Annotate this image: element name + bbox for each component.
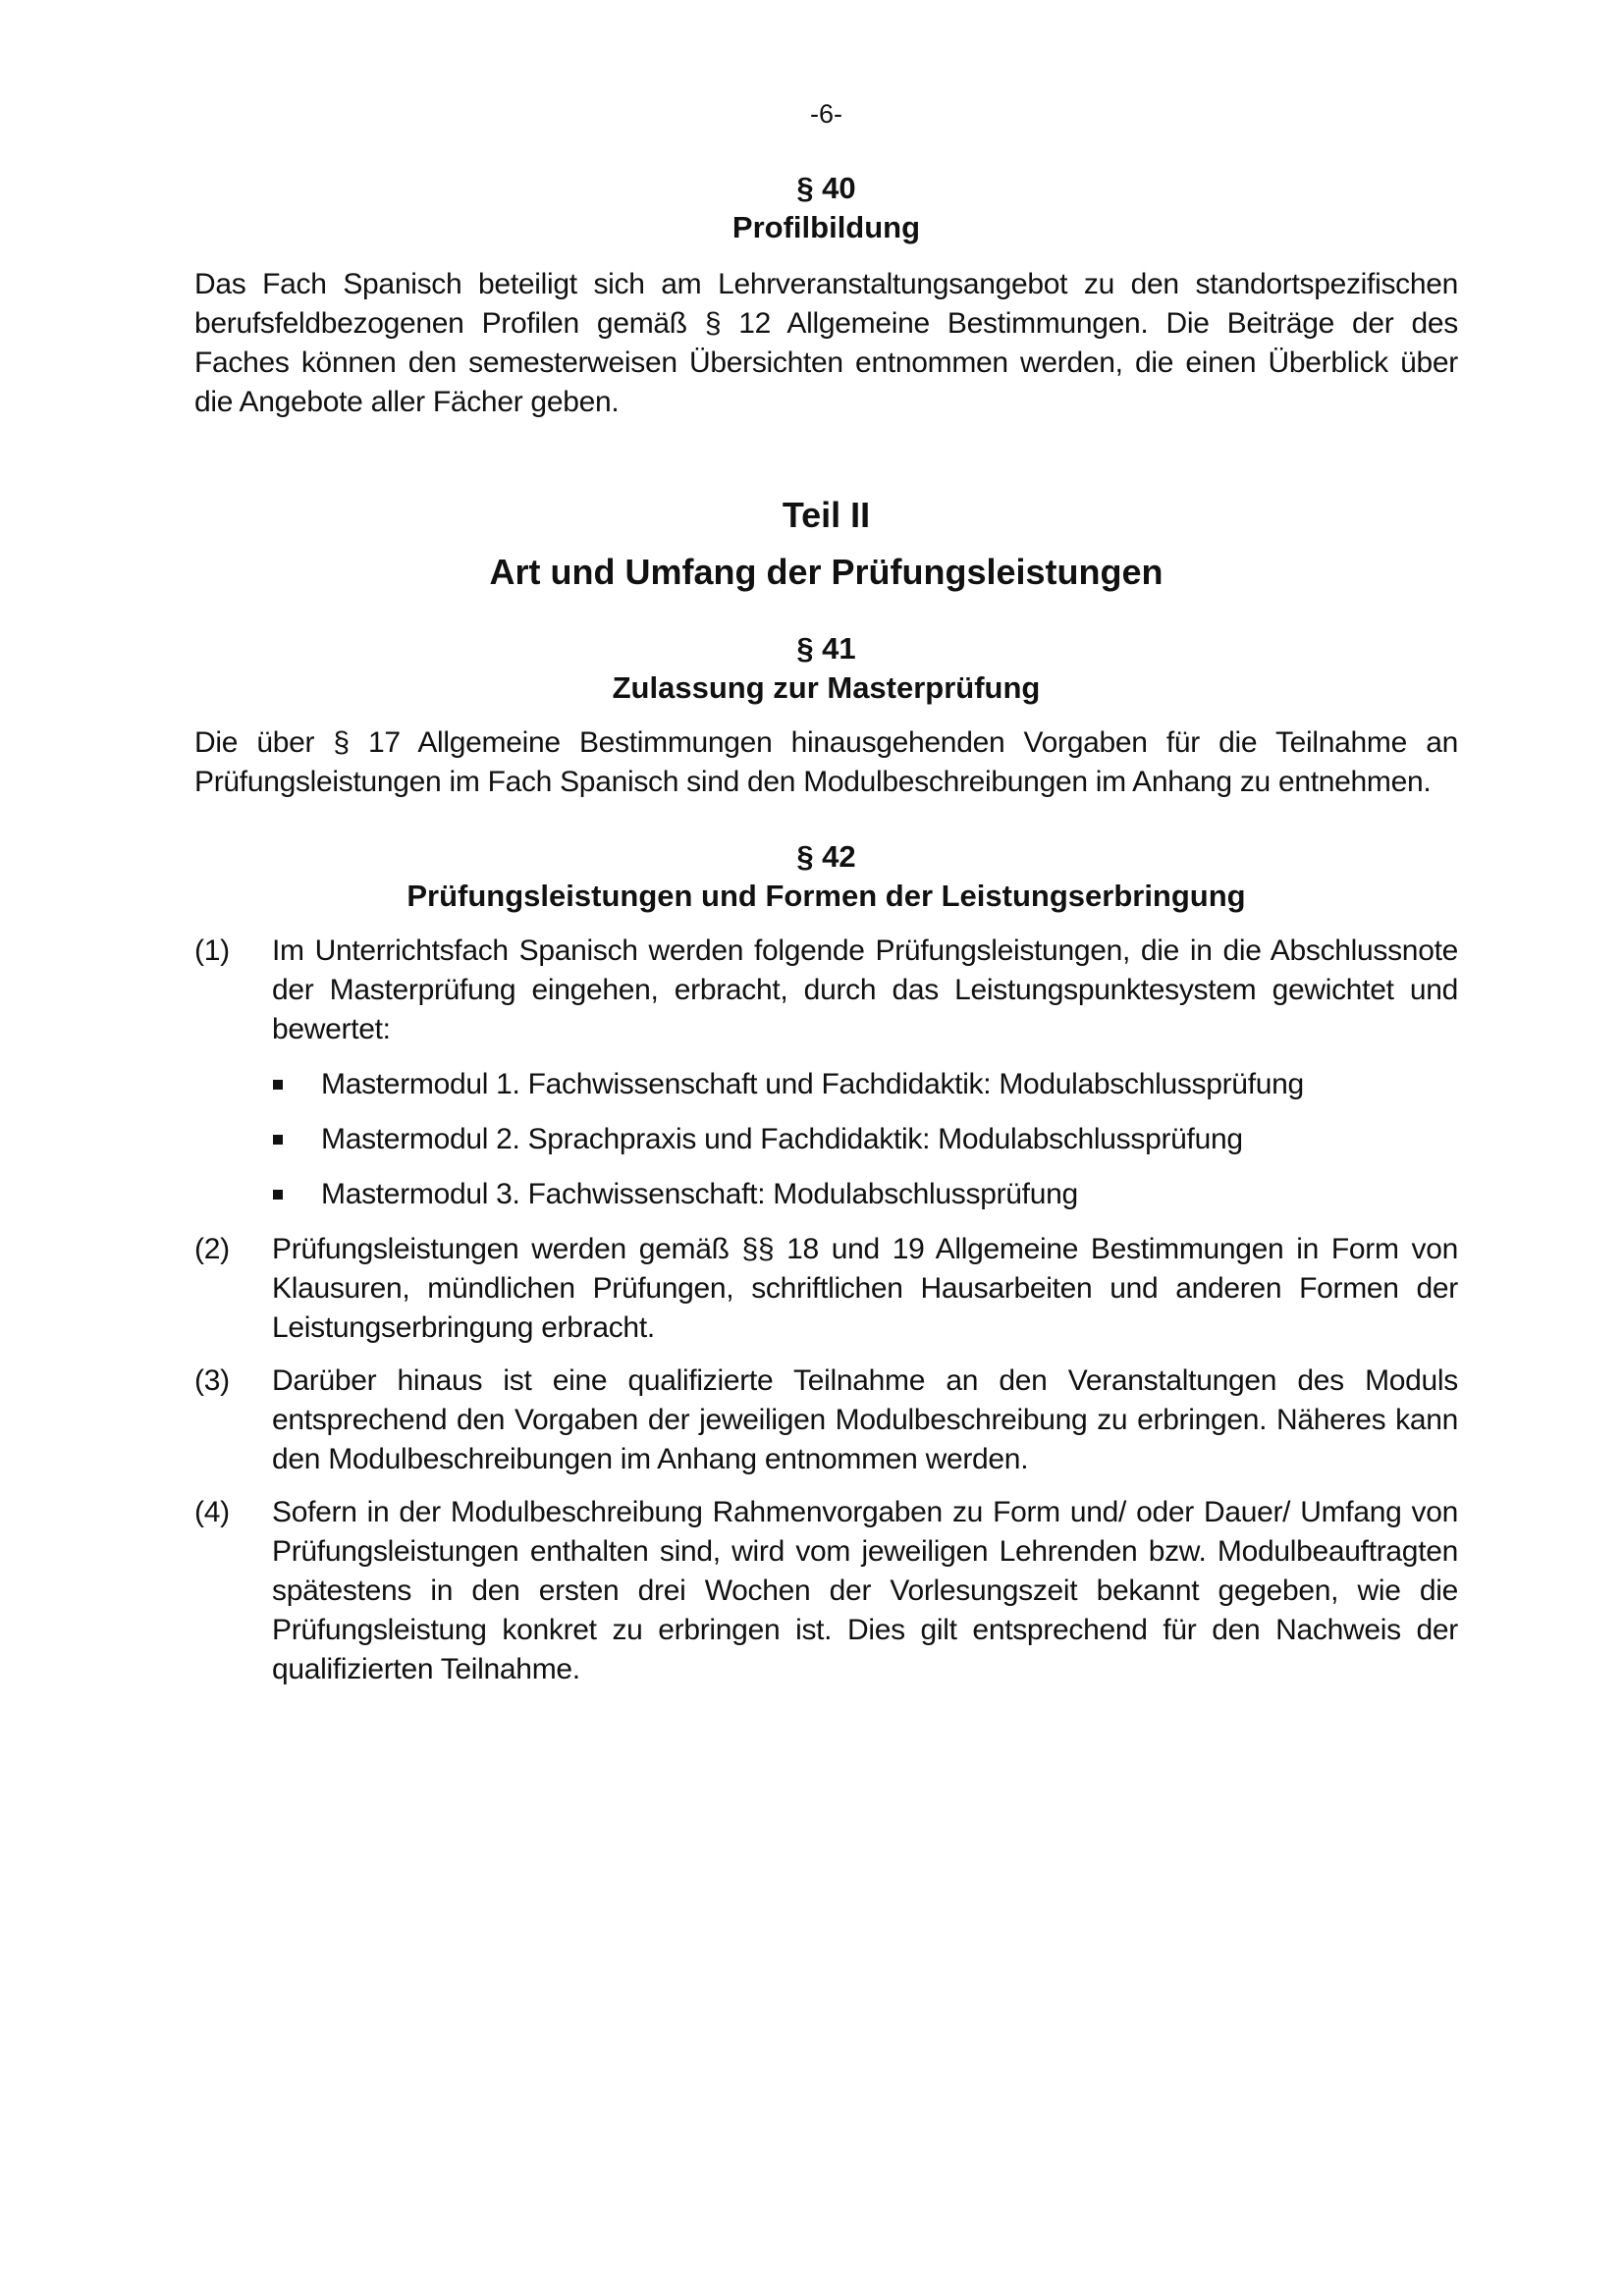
bullet-square-icon: [273, 1080, 283, 1090]
part-2-title: Art und Umfang der Prüfungsleistungen: [489, 552, 1164, 592]
section-41-text: Die über § 17 Allgemeine Bestimmungen hinausgehenden Vorgaben für die Teilnahme an Prüfungsleistungen im Fach Spanisch sind den Modulbeschreibungen im Anhang zu entnehmen.: [194, 726, 1458, 798]
section-41: [194, 629, 1458, 802]
section-40-title: Profilbildung: [731, 210, 921, 244]
section-40: [194, 169, 1458, 422]
section-40-number: § 40: [796, 171, 856, 205]
list-item: [194, 1120, 1458, 1159]
item-3-number: (3): [194, 1364, 230, 1397]
section-41-title: Zulassung zur Masterprüfung: [612, 670, 1041, 705]
item-2-number: (2): [194, 1233, 230, 1265]
item-2-text: Prüfungsleistungen werden gemäß §§ 18 und 19 Allgemeine Bestimmungen in Form von Klausuren, mündlichen Prüfungen, schriftlichen Hausarbeiten und anderen Formen der Leistungserbringung erbracht.: [272, 1233, 1458, 1344]
bullet-square-icon: [273, 1135, 283, 1145]
item-3-text: Darüber hinaus ist eine qualifizierte Teilnahme an den Veranstaltungen des Moduls entsprechend den Vorgaben der jeweiligen Modulbeschreibung zu erbringen. Näheres kann den Modulbeschreibungen im Anhang entnommen werden.: [272, 1364, 1458, 1475]
paragraph-item-4: [194, 1493, 1458, 1689]
list-item-text: Mastermodul 3. Fachwissenschaft: Modulabschlussprüfung: [321, 1178, 1078, 1210]
section-40-text: Das Fach Spanisch beteiligt sich am Lehrveranstaltungsangebot zu den standortspezifischen berufsfeldbezogenen Profilen gemäß § 12 Allgemeine Bestimmungen. Die Beiträge der des Faches können den semesterweisen Übersichten entnommen werden, die einen Überblick über die Angebote aller Fächer geben.: [194, 268, 1458, 418]
section-42-title: Prüfungsleistungen und Formen der Leistungserbringung: [406, 879, 1246, 913]
list-item-text: Mastermodul 1. Fachwissenschaft und Fachdidaktik: Modulabschlussprüfung: [321, 1068, 1304, 1100]
paragraph-item-3: [194, 1362, 1458, 1479]
item-1-text: Im Unterrichtsfach Spanisch werden folgende Prüfungsleistungen, die in die Abschlussnote der Masterprüfung eingehen, erbracht, durch das Leistungspunktesystem gewichtet und bewertet:: [272, 934, 1458, 1045]
item-1-number: (1): [194, 934, 230, 967]
module-list: [194, 1065, 1458, 1214]
part-2-number: Teil II: [782, 495, 871, 535]
paragraph-item-1: [194, 932, 1458, 1049]
bullet-square-icon: [273, 1190, 283, 1200]
section-42: [194, 837, 1458, 1689]
item-4-number: (4): [194, 1496, 230, 1528]
paragraph-item-2: [194, 1230, 1458, 1348]
item-4-text: Sofern in der Modulbeschreibung Rahmenvorgaben zu Form und/ oder Dauer/ Umfang von Prüfungsleistungen enthalten sind, wird vom jeweiligen Lehrenden bzw. Modulbeauftragten spätestens in den ersten drei Wochen der Vorlesungszeit bekannt gegeben, wie die Prüfungsleistung konkret zu erbringen ist. Dies gilt entsprechend für den Nachweis der qualifizierten Teilnahme.: [272, 1496, 1458, 1685]
section-42-number: § 42: [796, 839, 856, 874]
list-item-text: Mastermodul 2. Sprachpraxis und Fachdidaktik: Modulabschlussprüfung: [321, 1123, 1243, 1155]
part-2-heading: [194, 494, 1458, 594]
list-item: [194, 1175, 1458, 1214]
section-41-number: § 41: [796, 631, 856, 666]
list-item: [194, 1065, 1458, 1104]
page-number: -6-: [810, 99, 842, 129]
